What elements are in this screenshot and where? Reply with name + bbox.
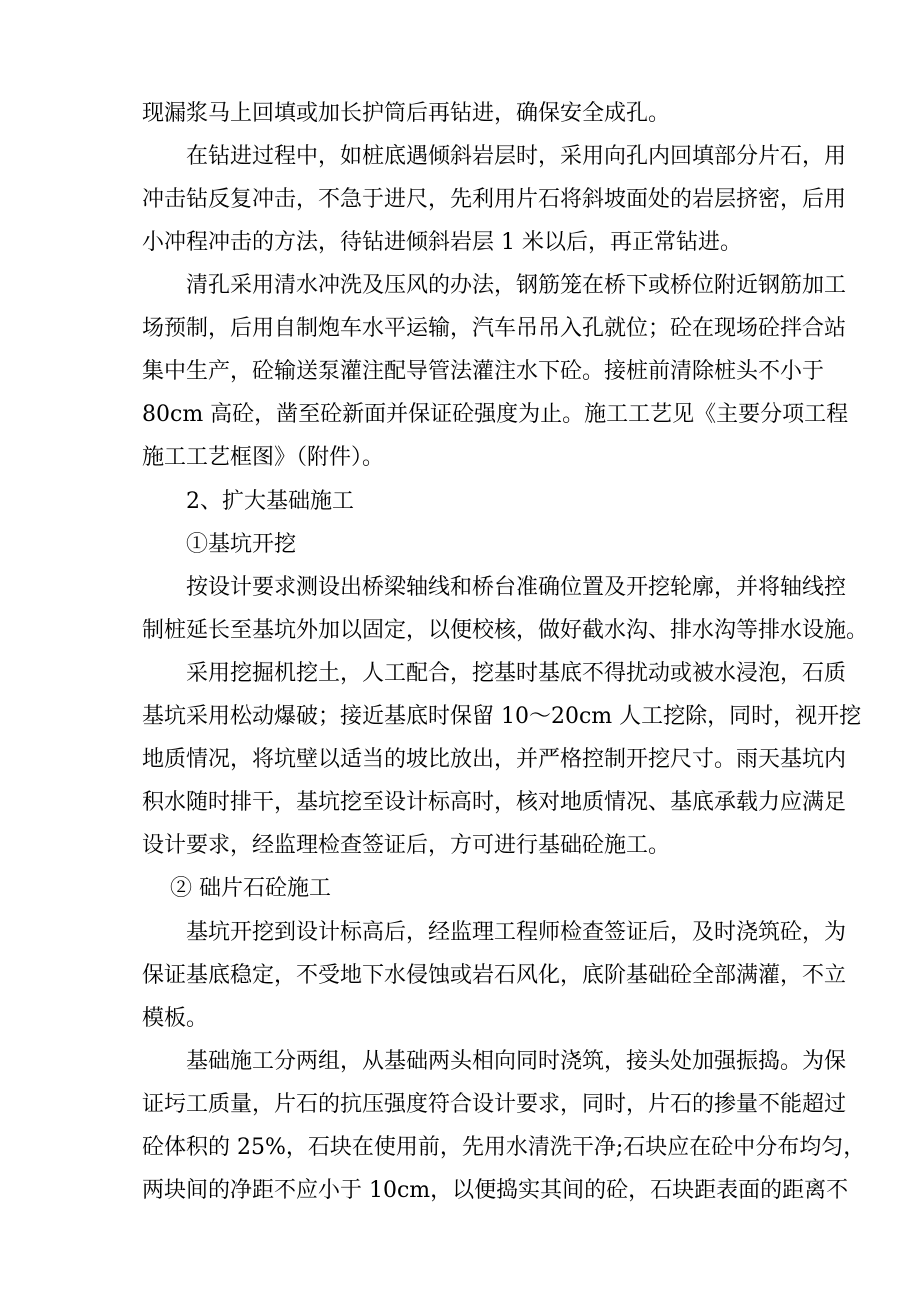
section-heading: 2、扩大基础施工 (186, 489, 354, 514)
text-line: 小冲程冲击的方法，待钻进倾斜岩层 1 米以后，再正常钻进。 (142, 230, 742, 255)
paragraph-first-line: 基础施工分两组，从基础两头相向同时浇筑，接头处加强振捣。为保 (186, 1049, 847, 1074)
text-line: 80cm 高砼，凿至砼新面并保证砼强度为止。施工工艺见《主要分项工程 (142, 402, 849, 427)
paragraph-first-line: 在钻进过程中，如桩底遇倾斜岩层时，采用向孔内回填部分片石，用 (186, 144, 847, 169)
text-line: 砼体积的 25%，石块在使用前，先用水清洗干净;石块应在砼中分布均匀， (142, 1135, 866, 1160)
text-line: 地质情况，将坑壁以适当的坡比放出，并严格控制开挖尺寸。雨天基坑内 (142, 747, 847, 772)
subsection-heading: ② 础片石砼施工 (170, 876, 331, 901)
text-line: 集中生产，砼输送泵灌注配导管法灌注水下砼。接桩前清除桩头不小于 (142, 359, 825, 384)
text-line: 两块间的净距不应小于 10cm，以便捣实其间的砼，石块距表面的距离不 (142, 1178, 849, 1203)
paragraph-first-line: 清孔采用清水冲洗及压风的办法，钢筋笼在桥下或桥位附近钢筋加工 (186, 273, 847, 298)
text-line: 施工工艺框图》（附件）。 (142, 445, 385, 470)
text-line: 场预制，后用自制炮车水平运输，汽车吊吊入孔就位；砼在现场砼拌合站 (142, 316, 847, 341)
paragraph-first-line: 采用挖掘机挖土，人工配合，挖基时基底不得扰动或被水浸泡，石质 (186, 661, 847, 686)
text-line: 制桩延长至基坑外加以固定，以便校核，做好截水沟、排水沟等排水设施。 (142, 618, 869, 643)
text-line: 积水随时排干，基坑挖至设计标高时，核对地质情况、基底承载力应满足 (142, 790, 847, 815)
text-line: 冲击钻反复冲击，不急于进尺，先利用片石将斜坡面处的岩层挤密，后用 (142, 187, 847, 212)
text-line: 现漏浆马上回填或加长护筒后再钻进，确保安全成孔。 (142, 101, 671, 126)
paragraph-first-line: 按设计要求测设出桥梁轴线和桥台准确位置及开挖轮廓，并将轴线控 (186, 575, 847, 600)
text-line: 证圬工质量，片石的抗压强度符合设计要求，同时，片石的掺量不能超过 (142, 1092, 847, 1117)
paragraph-first-line: 基坑开挖到设计标高后，经监理工程师检查签证后，及时浇筑砼，为 (186, 920, 847, 945)
text-line: 基坑采用松动爆破；接近基底时保留 10～20cm 人工挖除，同时，视开挖 (142, 704, 862, 729)
subsection-heading: ①基坑开挖 (186, 532, 297, 557)
text-line: 模板。 (142, 1006, 209, 1031)
text-line: 保证基底稳定，不受地下水侵蚀或岩石风化，底阶基础砼全部满灌，不立 (142, 963, 847, 988)
text-line: 设计要求，经监理检查签证后，方可进行基础砼施工。 (142, 833, 671, 858)
